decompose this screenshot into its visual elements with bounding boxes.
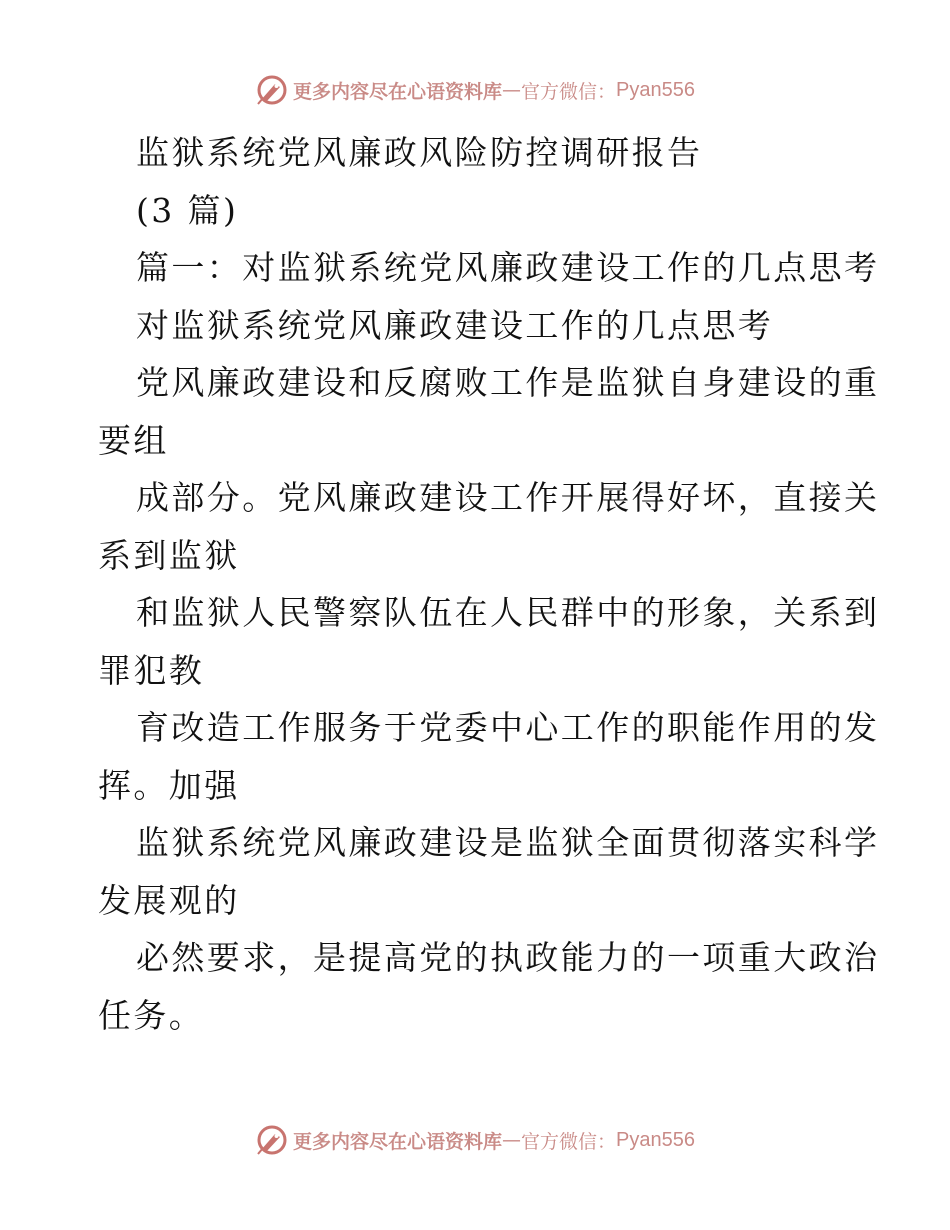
paragraph-line: 党风廉政建设和反腐败工作是监狱自身建设的重 [136,363,880,402]
footer-banner [0,1120,950,1160]
pen-nib-circle-icon [255,73,289,107]
banner-site-text: 更多内容尽在心语资料库 [293,80,503,103]
paragraph-line: 成部分。党风廉政建设工作开展得好坏，直接关 [136,478,880,517]
banner-account: Pyan556 [616,78,695,101]
document-body [98,124,880,1044]
banner-site-text: 更多内容尽在心语资料库 [293,1130,503,1153]
banner-wechat-label: 官方微信： [521,1130,617,1153]
document-title: 监狱系统党风廉政风险防控调研报告 [136,133,703,172]
section-heading: 篇一：对监狱系统党风廉政建设工作的几点思考 [136,248,880,287]
article-title: 对监狱系统党风廉政建设工作的几点思考 [136,305,774,345]
paragraph-line: 育改造工作服务于党委中心工作的职能作用的发 [136,708,880,747]
document-subtitle: (3 篇) [136,190,239,230]
banner-separator: — [502,1129,522,1151]
paragraph-line: 必然要求，是提高党的执政能力的一项重大政治 [136,938,880,977]
paragraph-line: 要组 [98,420,169,460]
pen-nib-circle-icon [255,1123,289,1157]
paragraph-line: 监狱系统党风廉政建设是监狱全面贯彻落实科学 [136,823,880,862]
paragraph-line: 和监狱人民警察队伍在人民群中的形象，关系到 [136,593,880,632]
paragraph-line: 系到监狱 [98,535,240,575]
header-banner [0,70,950,110]
banner-separator: — [502,79,522,101]
paragraph-line: 发展观的 [98,880,240,920]
paragraph-line: 挥。加强 [98,765,240,805]
paragraph-line: 罪犯教 [98,650,205,690]
banner-account: Pyan556 [616,1128,695,1151]
banner-wechat-label: 官方微信： [521,80,617,103]
paragraph-line: 任务。 [98,995,205,1035]
